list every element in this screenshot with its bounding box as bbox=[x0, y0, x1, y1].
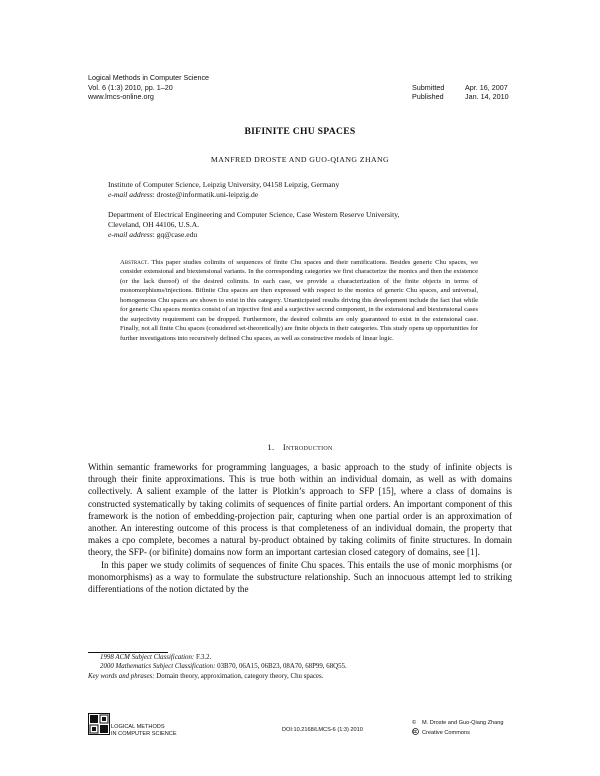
body-text bbox=[88, 461, 512, 595]
affiliation-2 bbox=[108, 210, 528, 241]
keywords-value: Domain theory, approximation, category theory, Chu spaces. bbox=[156, 672, 324, 680]
paragraph-2: In this paper we study colimits of sequences of finite Chu spaces. This entails the use of monic morphisms (or monomorphisms) as a way to formulate the substructure relationship. Such an innocuous attempt led to striking differentiations of the notion dictated by the bbox=[88, 559, 512, 595]
msc-classification bbox=[100, 662, 520, 671]
submitted-date: Apr. 16, 2007 bbox=[465, 82, 508, 92]
journal-volume: Vol. 6 (1:3) 2010, pp. 1–20 bbox=[88, 82, 173, 92]
affiliation-1 bbox=[108, 180, 528, 200]
dates-block bbox=[412, 83, 522, 102]
submitted-row bbox=[412, 83, 522, 93]
copyright-row bbox=[412, 720, 532, 727]
lmcs-logo-icon bbox=[88, 713, 110, 735]
abstract-label: Abstract. bbox=[120, 259, 149, 266]
abstract bbox=[120, 258, 478, 343]
affiliation-2-address: Department of Electrical Engineering and Computer Science, Case Western Reserve University, bbox=[108, 210, 400, 219]
email-label: e-mail address bbox=[108, 190, 153, 200]
lmcs-logo bbox=[88, 713, 110, 735]
journal-name: Logical Methods in Computer Science bbox=[88, 73, 210, 82]
email-address[interactable]: : gq@case.edu bbox=[152, 230, 198, 240]
creative-commons-icon bbox=[412, 728, 422, 737]
msc-value: 03B70, 06A15, 06B23, 08A70, 68P99, 68Q55. bbox=[217, 663, 347, 671]
logo-line-1: LOGICAL METHODS bbox=[111, 724, 165, 730]
abstract-text: This paper studies colimits of sequences of finite Chu spaces and their ramifications. Besides generic Chu spaces, we consider extensional and biextensional variants. In the corresponding categories we first characterize the monics and then the existence (or the lack thereof) of the desired colimits. In each case, we provide a characterization of the finite objects in terms of monomorphisms/injections. Bifinite Chu spaces are then expressed with respect to the monics of generic Chu spaces, and universal, homogeneous Chu spaces are shown to exist in this category. Unanticipated results driving this development include the fact that while for generic Chu spaces monics consist of an injective first and a surjective second component, in the extensional and biextensional cases the surjectivity requirement can be dropped. Furthermore, the desired colimits are only guaranteed to exist in the extensional case. Finally, not all finite Chu spaces (considered set-theoretically) are finite objects in their categories. This study opens up opportunities for further investigations into recursively defined Chu spaces, as well as constructive models of linear logic. bbox=[120, 259, 478, 342]
section-heading bbox=[0, 442, 600, 452]
section-number: 1. bbox=[267, 442, 275, 452]
published-label: Published bbox=[412, 92, 444, 102]
logo-line-2: IN COMPUTER SCIENCE bbox=[111, 730, 177, 737]
copyright-holder: M. Droste and Guo-Qiang Zhang bbox=[422, 720, 504, 726]
email-label: e-mail address bbox=[108, 230, 153, 240]
copyright-block bbox=[412, 720, 532, 737]
msc-label: 2000 Mathematics Subject Classification: bbox=[100, 663, 216, 671]
acm-classification bbox=[100, 653, 520, 662]
keywords-label: Key words and phrases: bbox=[88, 672, 155, 680]
journal-website[interactable]: www.lmcs-online.org bbox=[88, 92, 154, 102]
email-address[interactable]: : droste@informatik.uni-leipzig.de bbox=[152, 190, 259, 200]
creative-commons-row bbox=[412, 728, 532, 737]
affiliation-1-email-row bbox=[108, 190, 528, 200]
footnotes bbox=[88, 653, 520, 681]
submitted-label: Submitted bbox=[412, 82, 445, 92]
creative-commons-label[interactable]: Creative Commons bbox=[422, 729, 470, 736]
published-date: Jan. 14, 2010 bbox=[465, 92, 509, 102]
copyright-icon: © bbox=[412, 720, 417, 726]
doi[interactable]: DOI:10.2168/LMCS-6 (1:3) 2010 bbox=[282, 727, 363, 733]
acm-value: F.3.2. bbox=[195, 654, 212, 661]
published-row bbox=[412, 92, 522, 102]
affiliation-2-email-row bbox=[108, 230, 528, 240]
affiliation-2-city: Cleveland, OH 44106, U.S.A. bbox=[108, 220, 200, 230]
paper-title: BIFINITE CHU SPACES bbox=[244, 126, 356, 137]
lmcs-logo-text bbox=[111, 724, 177, 738]
paragraph-1: Within semantic frameworks for programming languages, a basic approach to the study of infinite objects is through their finite approximations. This is true both within an individual domain, as well as with domains collectively. A salient example of the latter is Plotkin’s approach to SFP [15], where a class of domains is constructed systematically by taking colimits of sequences of finite partial orders. An important component of this framework is the notion of embedding-projection pair, capturing when one partial order is an approximation of another. An interesting outcome of this process is that completeness of an individual domain, the property that makes a cpo complete, becomes a natural by-product obtained by taking colimits of finite structures. In domain theory, the SFP- (or bifinite) domains now form an important cartesian closed category of domains, see [1]. bbox=[88, 462, 512, 558]
section-title: Introduction bbox=[282, 442, 333, 452]
keywords bbox=[88, 672, 520, 681]
paper-authors: MANFRED DROSTE AND GUO-QIANG ZHANG bbox=[210, 155, 390, 164]
affiliation-1-address: Institute of Computer Science, Leipzig University, 04158 Leipzig, Germany bbox=[108, 180, 340, 189]
acm-label: 1998 ACM Subject Classification: bbox=[100, 654, 195, 661]
